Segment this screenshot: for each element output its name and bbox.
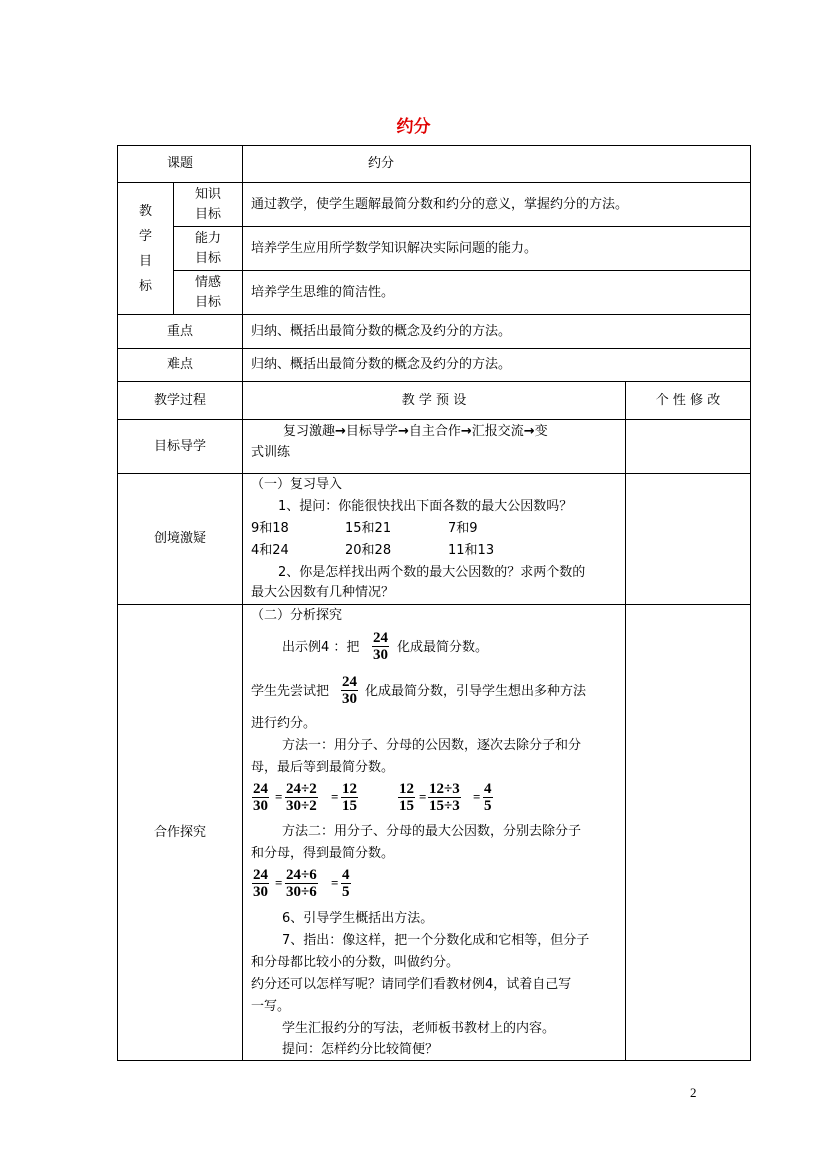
- numerator: 12: [342, 781, 357, 797]
- label-line: 目标: [194, 206, 221, 222]
- fraction-12-15: [341, 781, 358, 814]
- method2-line2: 和分母，得到最简分数。: [251, 846, 395, 861]
- pair-item: 20和28: [345, 543, 392, 558]
- label-line: 能力: [194, 230, 221, 246]
- objectives-char: 教: [138, 203, 152, 219]
- fraction-24-30: [372, 630, 389, 663]
- emotion-text: 培养学生思维的简洁性。: [251, 285, 395, 300]
- step8-line1: 约分还可以怎样写呢？请同学们看教材例4，试着自己写: [251, 977, 572, 992]
- step10: 提问：怎样约分比较简便？: [282, 1042, 439, 1057]
- table-border-right: [750, 145, 751, 1061]
- denominator: 15: [342, 798, 357, 814]
- numerator: 24: [253, 867, 268, 883]
- emotion-label: [174, 271, 242, 314]
- guide-step: 复习激趣: [283, 424, 336, 439]
- coop-heading: （二）分析探究: [251, 608, 343, 623]
- guide-step: 汇报交流: [471, 424, 524, 439]
- denominator: 30÷6: [286, 884, 317, 900]
- numerator: 24÷6: [286, 867, 317, 883]
- guide-step: 自主合作: [408, 424, 461, 439]
- method2-line1: 方法二：用分子、分母的最大公因数，分别去除分子: [282, 824, 582, 839]
- page-number: 2: [690, 1085, 697, 1100]
- numerator: 4: [342, 867, 350, 883]
- situation-question: 1、提问：你能很快找出下面各数的最大公因数吗？: [278, 499, 573, 514]
- denominator: 5: [342, 884, 350, 900]
- denominator: 30: [373, 647, 388, 663]
- situation-question2-cont: 最大公因数有几种情况？: [251, 585, 395, 600]
- example-suffix: 化成最简分数。: [397, 640, 489, 655]
- row-divider: [173, 226, 751, 227]
- denominator: 30: [253, 798, 268, 814]
- numerator: 4: [484, 781, 492, 797]
- label-line: 目标: [194, 294, 221, 310]
- equals-sign: =: [275, 875, 283, 890]
- fraction-24-30: [252, 781, 269, 814]
- equals-sign: =: [331, 789, 339, 804]
- pair-item: 4和24: [251, 543, 289, 558]
- fraction-12div3-15div3: [428, 781, 461, 814]
- situation-heading: （一）复习导入: [251, 477, 343, 492]
- try-line2: 进行约分。: [251, 716, 317, 731]
- situation-question2: 2、你是怎样找出两个数的最大公因数的？求两个数的: [278, 565, 586, 580]
- numerator: 24: [342, 674, 357, 690]
- denominator: 30: [253, 884, 268, 900]
- fraction-24div6-30div6: [285, 867, 318, 900]
- column-divider: [242, 145, 243, 1061]
- guide-step: 变: [534, 424, 548, 439]
- numerator: 24: [253, 781, 268, 797]
- arrow-icon: →: [460, 424, 472, 439]
- label-line: 知识: [194, 186, 221, 202]
- fraction-24div2-30div2: [285, 781, 318, 814]
- objectives-char: 学: [138, 228, 152, 244]
- table-border-bottom: [117, 1060, 751, 1061]
- objectives-char: 标: [138, 278, 152, 294]
- situation-label: 创境激疑: [153, 531, 206, 546]
- document-title: 约分: [396, 117, 431, 137]
- key-text: 归纳、概括出最简分数的概念及约分的方法。: [251, 324, 512, 339]
- arrow-icon: →: [335, 424, 346, 439]
- equals-sign: =: [419, 789, 427, 804]
- arrow-icon: →: [523, 424, 535, 439]
- equals-sign: =: [275, 789, 283, 804]
- fraction-24-30: [341, 674, 358, 707]
- topic-value: 约分: [368, 156, 395, 171]
- guide-flow: [283, 421, 548, 442]
- numerator: 24: [373, 630, 388, 646]
- denominator: 30: [342, 691, 357, 707]
- preset-label: 教 学 预 设: [401, 392, 467, 408]
- guide-step: 目标导学: [345, 424, 398, 439]
- row-divider: [173, 270, 751, 271]
- guide-line2: 式训练: [251, 445, 291, 460]
- step7-line1: 7、指出：像这样，把一个分数化成和它相等，但分子: [282, 933, 590, 948]
- label-line: 目标: [194, 250, 221, 266]
- method1-line2: 母，最后等到最简分数。: [251, 760, 395, 775]
- coop-label: 合作探究: [153, 824, 206, 840]
- equals-sign: =: [473, 789, 481, 804]
- difficulty-text: 归纳、概括出最简分数的概念及约分的方法。: [251, 357, 512, 372]
- step6: 6、引导学生概括出方法。: [282, 911, 434, 926]
- example-prefix: 出示例4 ：把: [282, 640, 360, 655]
- ability-text: 培养学生应用所学数学知识解决实际问题的能力。: [251, 241, 538, 256]
- try-prefix: 学生先尝试把: [251, 684, 330, 699]
- pair-item: 11和13: [448, 543, 495, 558]
- column-divider: [625, 381, 626, 1061]
- step7-line2: 和分母都比较小的分数，叫做约分。: [251, 955, 460, 970]
- topic-label: 课题: [166, 156, 193, 171]
- equals-sign: =: [331, 875, 339, 890]
- numerator: 12÷3: [429, 781, 460, 797]
- denominator: 30÷2: [286, 798, 317, 814]
- denominator: 15: [399, 798, 414, 814]
- pair-item: 9和18: [251, 521, 289, 536]
- step8-line2: 一写。: [251, 999, 291, 1014]
- knowledge-text: 通过教学，使学生题解最简分数和约分的意义，掌握约分的方法。: [251, 197, 629, 212]
- label-line: 情感: [194, 274, 221, 290]
- numerator: 12: [399, 781, 414, 797]
- process-label: 教学过程: [153, 392, 206, 408]
- objectives-char: 目: [138, 253, 152, 269]
- key-label: 重点: [166, 323, 193, 339]
- fraction-12-15: [398, 781, 415, 814]
- method1-line1: 方法一：用分子、分母的公因数，逐次去除分子和分: [282, 738, 582, 753]
- pair-item: 15和21: [345, 521, 392, 536]
- pair-item: 7和9: [448, 521, 478, 536]
- denominator: 15÷3: [429, 798, 460, 814]
- numerator: 24÷2: [286, 781, 317, 797]
- arrow-icon: →: [397, 424, 409, 439]
- step9: 学生汇报约分的写法，老师板书教材上的内容。: [282, 1021, 556, 1036]
- ability-label: [174, 227, 242, 270]
- guide-label: 目标导学: [153, 438, 206, 454]
- try-suffix: 化成最简分数，引导学生想出多种方法: [365, 684, 587, 699]
- denominator: 5: [484, 798, 492, 814]
- objectives-label: [118, 183, 173, 314]
- fraction-4-5: [483, 781, 493, 814]
- fraction-4-5: [341, 867, 351, 900]
- knowledge-label: [174, 183, 242, 226]
- difficulty-label: 难点: [166, 357, 193, 372]
- fraction-24-30: [252, 867, 269, 900]
- modify-label: 个 性 修 改: [655, 392, 721, 408]
